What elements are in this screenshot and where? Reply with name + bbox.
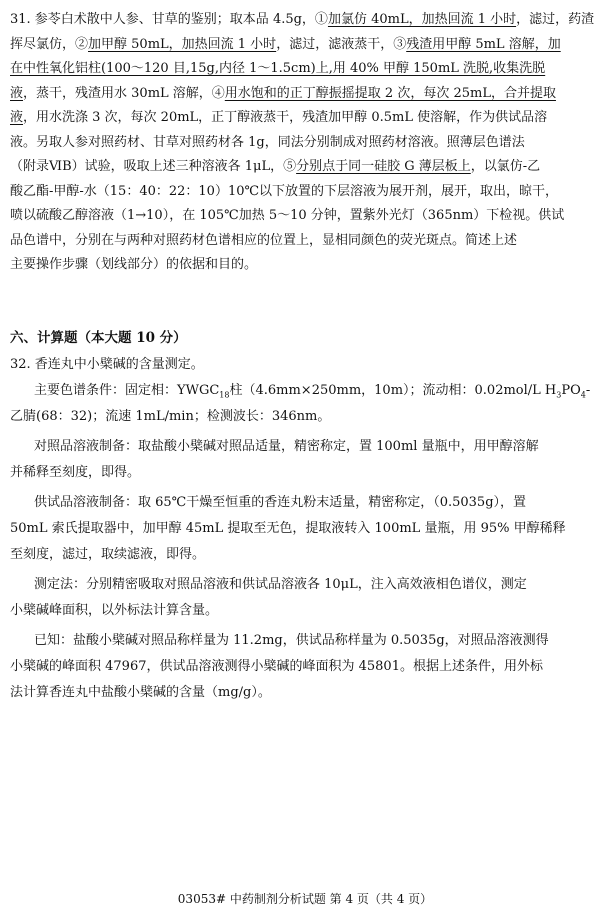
question-31-text: 酸乙酯-甲醇-水（15：40：22：10）10℃以下放置的下层溶液为展开剂，展开，取出，晾干， [10,183,559,199]
question-31-text: 液。另取人参对照药材、甘草对照药材各 1g，同法分别制成对照药材溶液。照薄层色谱法 [10,134,525,150]
question-32 [10,352,598,706]
question-32-title: 32. 香连丸中小檗碱的含量测定。 [10,357,204,372]
conditions-text-a: 主要色谱条件：固定相：YWGC [34,383,220,398]
question-31-line [10,8,598,33]
conditions-text-po: PO [561,383,581,398]
question-31-text: ，蒸干，残渣用水 30mL 溶解，④ [23,85,225,101]
question-31-text: （附录ⅥB）试验，吸取上述三种溶液各 1μL，⑤ [10,159,297,174]
question-31-text: 主要操作步骤（划线部分）的依据和目的。 [10,257,258,272]
underlined-step-text: 加氯仿 40mL，加热回流 1 小时 [327,12,517,27]
reference-solution-line-1: 对照品溶液制备：取盐酸小檗碱对照品适量，精密称定，置 100ml 量瓶中，用甲醇溶解 [34,439,539,454]
underlined-step-text: 液 [10,110,24,125]
question-31-text: 挥尽氯仿，② [10,36,89,52]
chromatographic-conditions-line-2: 乙腈(68：32)；流速 1mL/min；检测波长：346nm。 [10,409,331,424]
known-data-line-3: 法计算香连丸中盐酸小檗碱的含量（mg/g）。 [10,685,271,700]
underlined-step-text: 加甲醇 50mL，加热回流 1 小时 [88,36,277,52]
chromatographic-conditions-line-1 [10,378,598,404]
question-31-line [10,33,598,58]
question-31 [10,8,598,278]
question-31-line [10,229,598,254]
question-31-line [10,204,598,229]
question-31-line [10,57,598,82]
question-31-line [10,155,598,180]
test-solution-line-1: 供试品溶液制备：取 65℃干燥至恒重的香连丸粉末适量，精密称定，（0.5035g），置 [34,495,527,510]
question-31-line [10,106,598,131]
page-footer: 03053# 中药制剂分析试题 第 4 页（共 4 页） [177,892,433,906]
underlined-step-text: 用水饱和的正丁醇振摇提取 2 次，每次 25mL，合并提取 [224,85,556,101]
column-subscript: 18 [219,390,230,400]
test-solution-line-2: 50mL 索氏提取器中，加甲醇 45mL 提取至无色，提取液转入 100mL 量瓶，用 95% 甲醇稀释 [10,521,566,536]
question-31-text: 品色谱中，分别在与两种对照药材色谱相应的位置上，显相同颜色的荧光斑点。简述上述 [10,232,518,248]
question-31-text: 喷以硫酸乙醇溶液（1→10），在 105℃加热 5～10 分钟，置紫外光灯（365nm）下检视。供试 [10,208,565,223]
conditions-text-end: - [585,383,591,398]
question-31-line [10,82,598,107]
question-31-text: ，滤过，滤液蒸干，③ [276,36,407,52]
phosphate-h-subscript: 3 [556,390,562,400]
underlined-step-text: 分别点于同一硅胶 G 薄层板上 [296,159,471,174]
question-31-text: 31. 参苓白术散中人参、甘草的鉴别；取本品 4.5g，① [10,12,328,27]
underlined-step-text: 液 [10,85,24,101]
assay-method-line-1: 测定法：分别精密吸取对照品溶液和供试品溶液各 10μL，注入高效液相色谱仪，测定 [34,577,527,592]
underlined-step-text: 在中性氧化铝柱(100～120 目,15g,内径 1～1.5cm)上,用 40% 甲醇 150mL 洗脱,收集洗脱 [10,61,546,76]
question-31-line [10,180,598,205]
section-title: 六、计算题（本大题 10 分） [10,330,187,346]
question-31-text: ，用水洗涤 3 次，每次 20mL，正丁醇液蒸干，残渣加甲醇 0.5mL 使溶解，作为供试品溶 [23,110,548,125]
known-data-line-1: 已知：盐酸小檗碱对照品称样量为 11.2mg，供试品称样量为 0.5035g，对照品溶液测得 [34,633,549,648]
question-31-text: ，以氯仿-乙 [470,159,541,174]
question-31-line [10,131,598,156]
question-31-text: ，滤过，药渣 [516,12,595,27]
conditions-text-b: 柱（4.6mm×250mm，10m）；流动相：0.02mol/L H [229,383,557,398]
question-31-line [10,253,598,278]
known-data-line-2: 小檗碱的峰面积 47967，供试品溶液测得小檗碱的峰面积为 45801。根据上述条件，用外标 [10,659,543,674]
test-solution-line-3: 至刻度，滤过，取续滤液，即得。 [10,547,206,562]
reference-solution-line-2: 并稀释至刻度，即得。 [10,465,141,480]
underlined-step-text: 残渣用甲醇 5mL 溶解，加 [406,36,561,52]
assay-method-line-2: 小檗碱峰面积，以外标法计算含量。 [10,603,219,618]
phosphate-o-subscript: 4 [580,390,586,400]
